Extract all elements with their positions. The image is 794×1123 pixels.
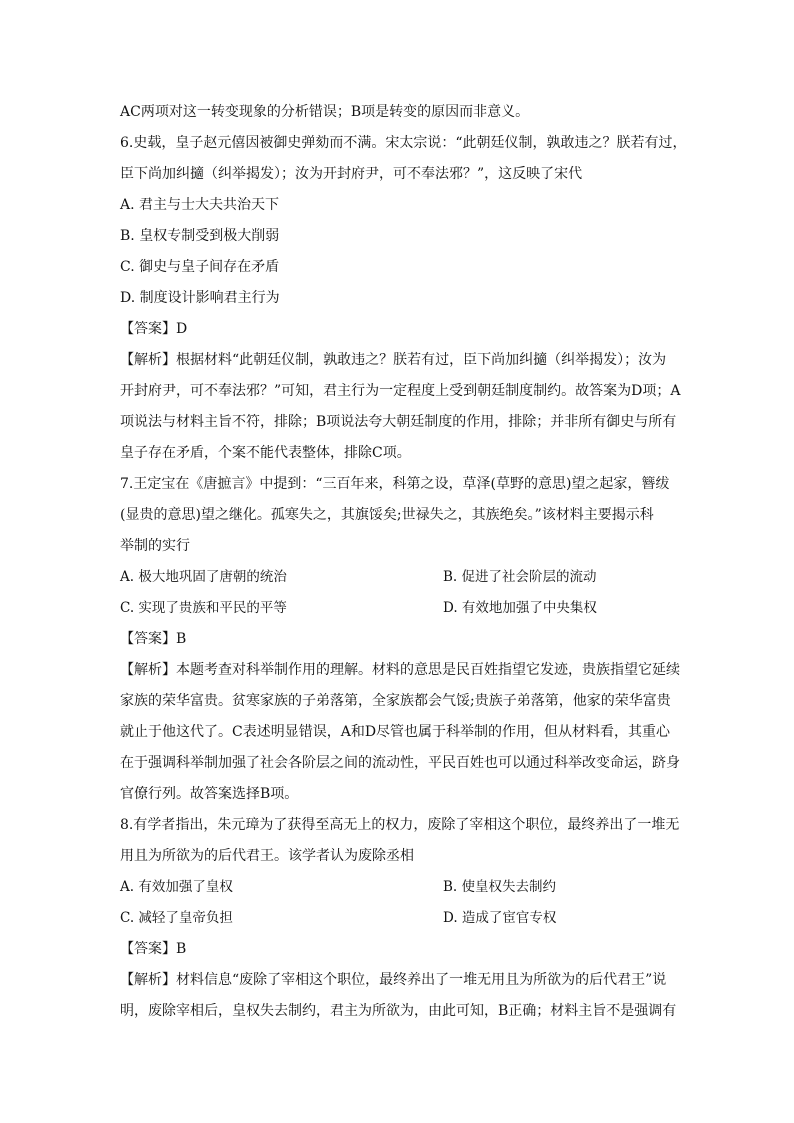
q7-analysis: 官僚行列。故答案选择B项。 — [120, 786, 299, 802]
q8-analysis: 【解析】材料信息“废除了宰相这个职位，最终养出了一堆无用且为所欲为的后代君王”说 — [120, 972, 667, 988]
q7-option-a: A. 极大地巩固了唐朝的统治 — [120, 569, 287, 585]
q6-option-c: C. 御史与皇子间存在矛盾 — [120, 259, 280, 275]
q7-analysis: 就止于他这代了。C表述明显错误，A和D尽管也属于科举制的作用，但从材料看，其重心 — [120, 724, 671, 740]
q6-analysis: 开封府尹，可不奉法邪？”可知，君主行为一定程度上受到朝廷制度制约。故答案为D项；A — [120, 383, 681, 399]
q7-option-b: B. 促进了社会阶层的流动 — [443, 569, 597, 585]
q8-option-d: D. 造成了宦官专权 — [443, 910, 557, 926]
q6-option-d: D. 制度设计影响君主行为 — [120, 290, 280, 306]
q8-option-a: A. 有效加强了皇权 — [120, 879, 233, 895]
q6-analysis: 项说法与材料主旨不符，排除；B项说法夸大朝廷制度的作用，排除；并非所有御史与所有 — [120, 414, 677, 430]
q7-analysis: 在于强调科举制加强了社会各阶层之间的流动性，平民百姓也可以通过科举改变命运，跻身 — [120, 755, 680, 771]
question-6-stem: 6.史载，皇子赵元僖因被御史弹劾而不满。宋太宗说：“此朝廷仪制，孰敢违之？朕若有过， — [120, 135, 687, 151]
q6-analysis: 【解析】根据材料“此朝廷仪制，孰敢违之？朕若有过，臣下尚加纠擿（纠举揭发）；汝为 — [120, 352, 667, 368]
q6-answer: 【答案】D — [120, 321, 188, 337]
q6-option-b: B. 皇权专制受到极大削弱 — [120, 228, 280, 244]
question-8-stem: 8.有学者指出，朱元璋为了获得至高无上的权力，废除了宰相这个职位，最终养出了一堆无 — [120, 817, 680, 833]
q8-option-b: B. 使皇权失去制约 — [443, 879, 557, 895]
q7-answer: 【答案】B — [120, 631, 187, 647]
q8-analysis: 明，废除宰相后，皇权失去制约，君主为所欲为，由此可知，B正确；材料主旨不是强调有 — [120, 1003, 677, 1019]
q7-analysis: 【解析】本题考查对科举制作用的理解。材料的意思是民百姓指望它发迹，贵族指望它延续 — [120, 662, 680, 678]
question-8-stem: 用且为所欲为的后代君王。该学者认为废除丞相 — [120, 848, 414, 864]
q6-option-a: A. 君主与士大夫共治天下 — [120, 197, 280, 213]
q7-option-d: D. 有效地加强了中央集权 — [443, 600, 597, 616]
q7-analysis: 家族的荣华富贵。贫寒家族的子弟落第，全家族都会气馁;贵族子弟落第，他家的荣华富贵 — [120, 693, 671, 709]
q7-option-c: C. 实现了贵族和平民的平等 — [120, 600, 287, 616]
question-7-stem: 7.王定宝在《唐摭言》中提到：“三百年来，科第之设，草泽(草野的意思)望之起家，簪绂 — [120, 476, 670, 492]
question-6-stem: 臣下尚加纠擿（纠举揭发）；汝为开封府尹，可不奉法邪？”，这反映了宋代 — [120, 166, 583, 182]
q8-option-c: C. 减轻了皇帝负担 — [120, 910, 233, 926]
text-line: AC两项对这一转变现象的分析错误；B项是转变的原因而非意义。 — [120, 104, 530, 120]
q8-answer: 【答案】B — [120, 941, 187, 957]
question-7-stem: (显贵的意思)望之继化。孤寒失之，其旗馁矣;世禄失之，其族绝矣。”该材料主要揭示科 — [120, 507, 654, 523]
question-7-stem: 举制的实行 — [120, 538, 190, 554]
q6-analysis: 皇子存在矛盾，个案不能代表整体，排除C项。 — [120, 445, 411, 461]
